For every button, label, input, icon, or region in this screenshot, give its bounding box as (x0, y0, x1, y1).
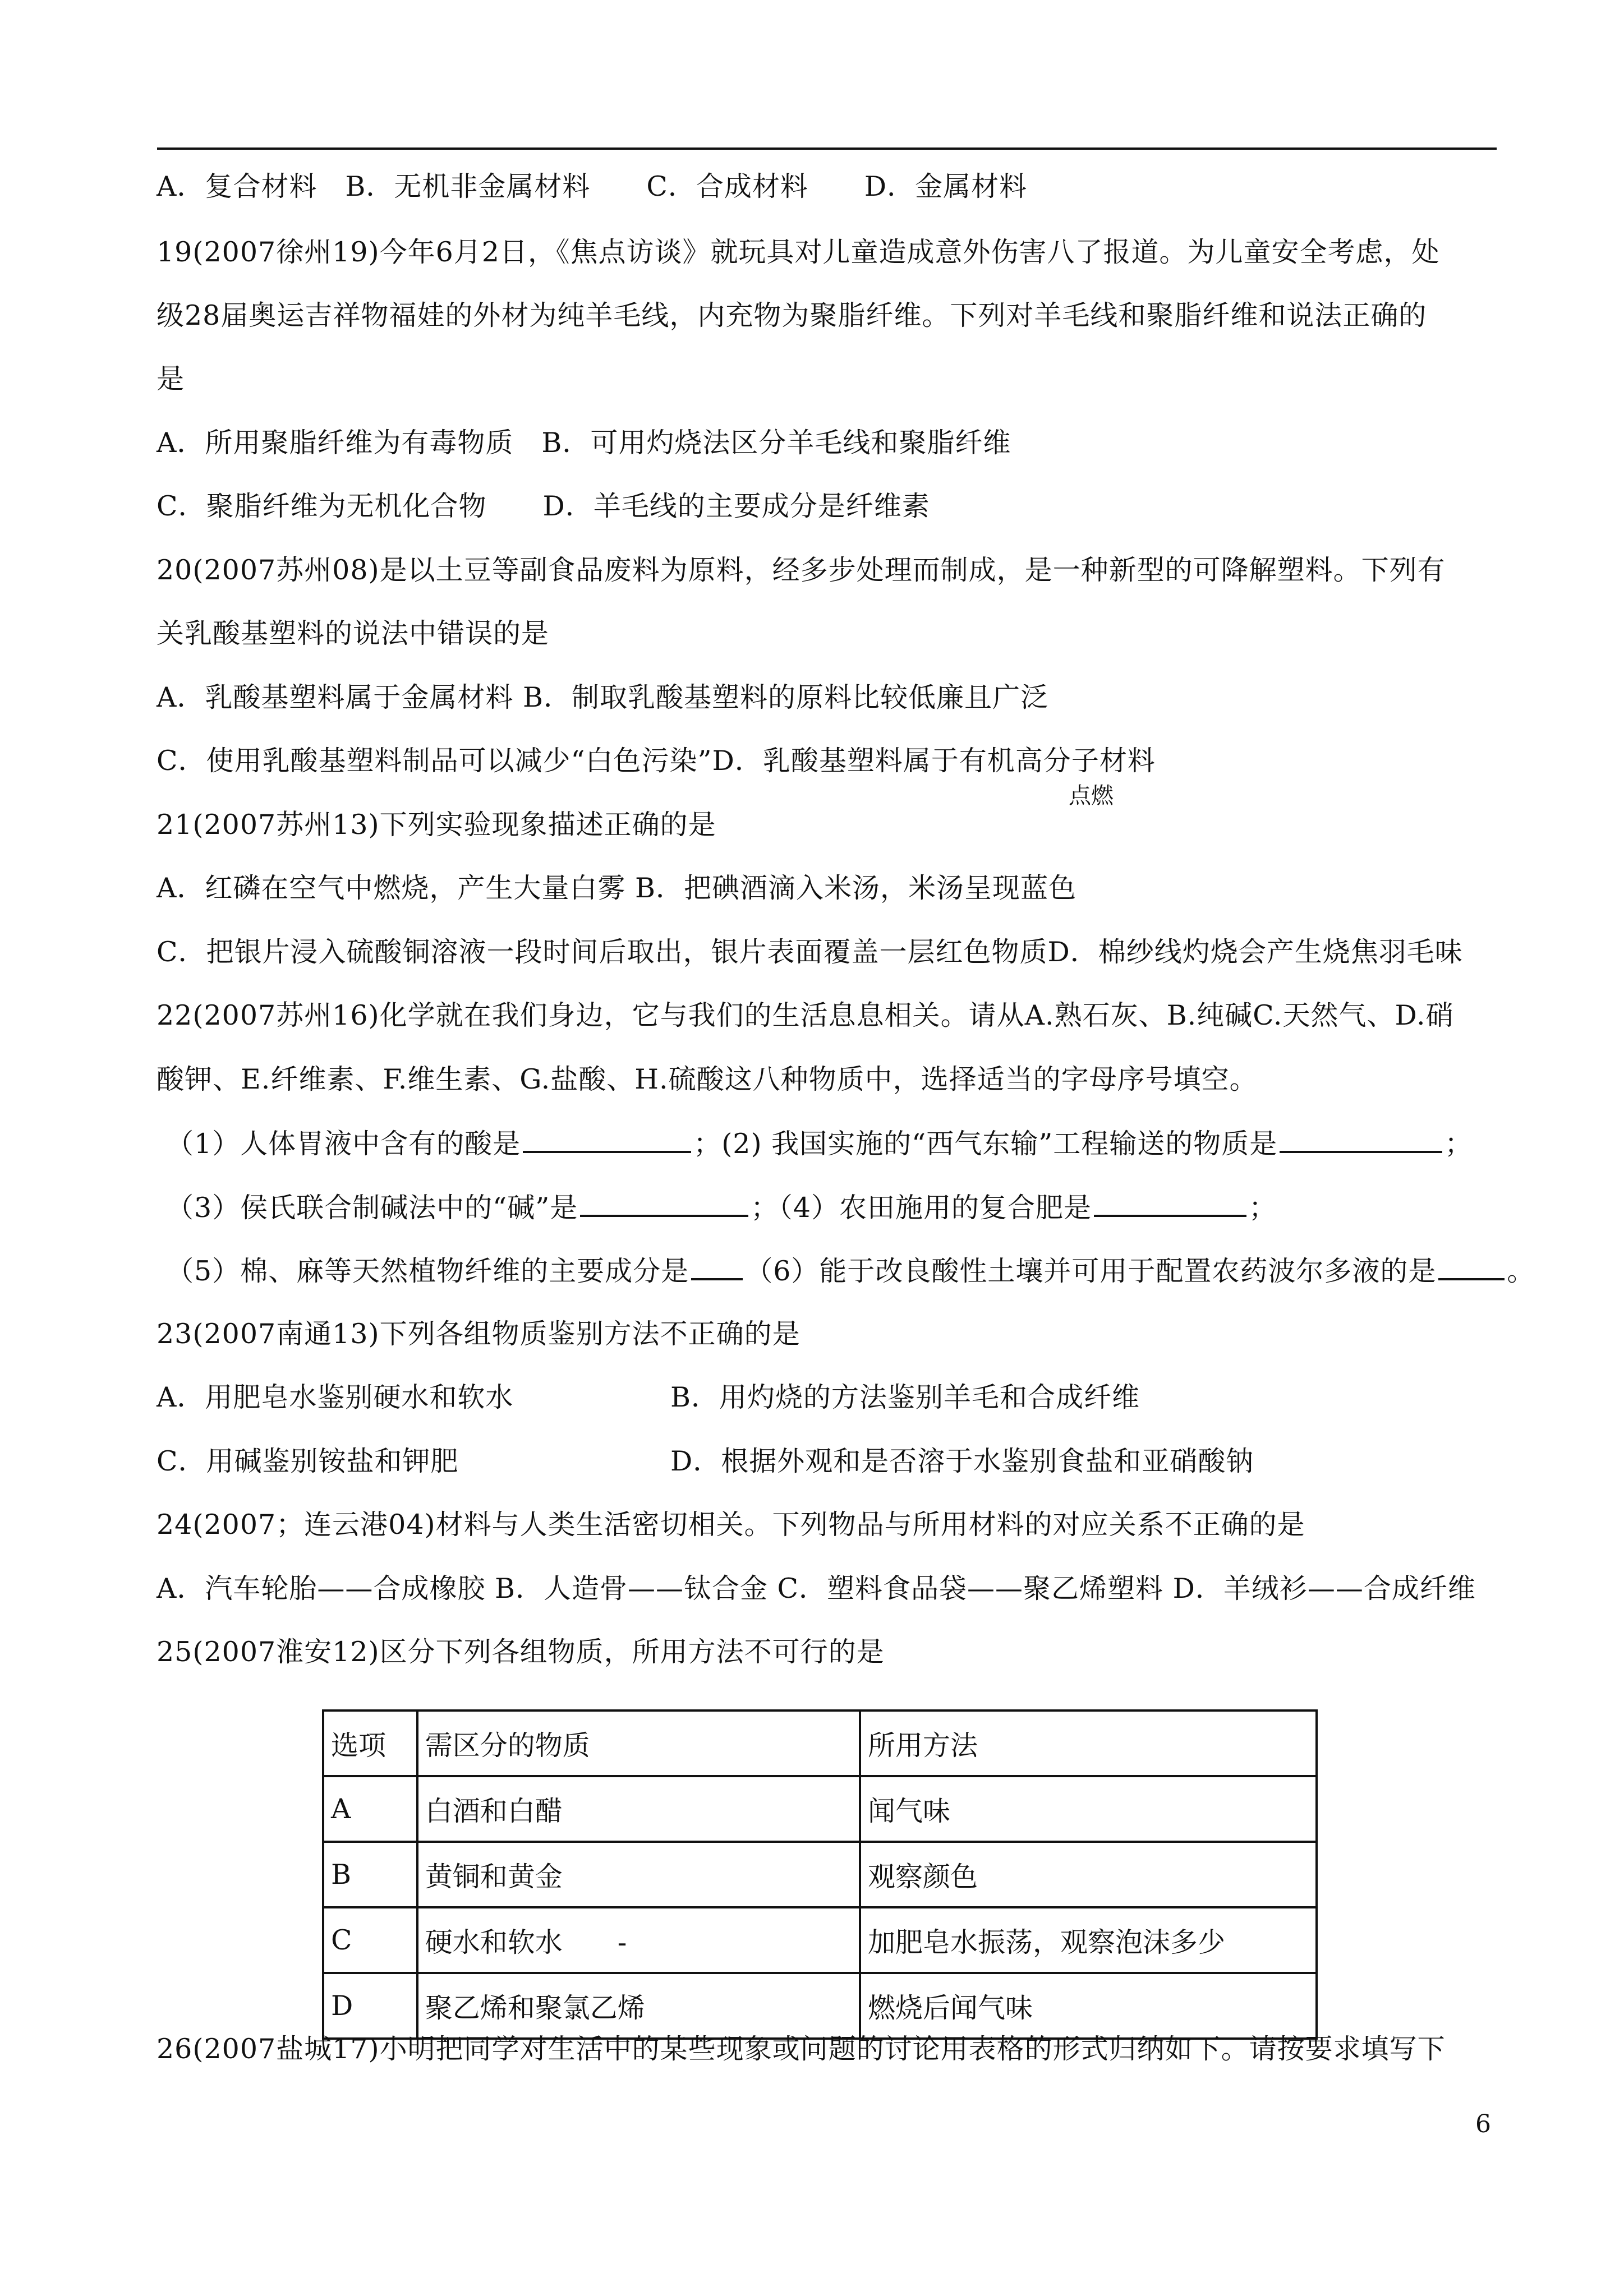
table-cell: 聚乙烯和聚氯乙烯 (417, 1973, 860, 2039)
table-row (323, 1973, 1317, 2039)
table-cell: B (323, 1842, 417, 1907)
table-row (323, 1907, 1317, 1973)
table-header-cell: 需区分的物质 (417, 1711, 860, 1776)
table-cell: 加肥皂水振荡，观察泡沫多少 (860, 1907, 1317, 1973)
q22-line-2: 酸钾、E.纤维素、F.维生素、G.盐酸、H.硫酸这八种物质中，选择适当的字母序号填空。 (157, 1063, 1258, 1095)
answer-blank-3[interactable] (580, 1190, 748, 1217)
table-header-row (323, 1711, 1317, 1776)
q22-subq-2-label: ；(2) 我国实施的“西气东输”工程输送的物质是 (693, 1128, 1278, 1160)
table-cell: 观察颜色 (860, 1842, 1317, 1907)
q22-subq-5-label: （5）棉、麻等天然植物纤维的主要成分是 (166, 1255, 689, 1287)
table-cell: 白酒和白醋 (417, 1776, 860, 1842)
answer-blank-5[interactable] (691, 1253, 743, 1280)
q19-line-2: 级28届奥运吉祥物福娃的外材为纯羊毛线，内充物为聚脂纤维。下列对羊毛线和聚脂纤维和说法正确的 (157, 299, 1427, 331)
table-cell: 黄铜和黄金 (417, 1842, 860, 1907)
q22-subq-1-2: （1）人体胃液中含有的酸是 ；(2) 我国实施的“西气东输”工程输送的物质是 ； (166, 1126, 1473, 1161)
q20-options-ab: A．乳酸基塑料属于金属材料 B．制取乳酸基塑料的原料比较低廉且广泛 (157, 681, 1048, 713)
q22-line-1: 22(2007苏州16)化学就在我们身边，它与我们的生活息息相关。请从A.熟石灰、B.纯碱C.天然气、D.硝 (157, 999, 1454, 1031)
q22-subq-1-label: （1）人体胃液中含有的酸是 (166, 1128, 521, 1160)
q21-options-cd: C．把银片浸入硫酸铜溶液一段时间后取出，银片表面覆盖一层红色物质D．棉纱线灼烧会产生烧焦羽毛味 (157, 936, 1463, 968)
q21-line-1: 21(2007苏州13)下列实验现象描述正确的是 (157, 809, 716, 841)
q20-options-cd: C．使用乳酸基塑料制品可以减少“白色污染”D．乳酸基塑料属于有机高分子材料 (157, 745, 1156, 777)
table-cell: C (323, 1907, 417, 1973)
q22-subq-4-label: ；（4）农田施用的复合肥是 (751, 1192, 1092, 1224)
table-cell: D (323, 1973, 417, 2039)
q26-line-1: 26(2007盐城17)小明把同学对生活中的某些现象或问题的讨论用表格的形式归纳如下。请按要求填写下 (157, 2033, 1446, 2065)
page-number: 6 (1475, 2110, 1491, 2138)
q23-line-1: 23(2007南通13)下列各组物质鉴别方法不正确的是 (157, 1318, 801, 1350)
q25-table (322, 1709, 1318, 2040)
q22-subq-3-4: （3）侯氏联合制碱法中的“碱”是 ；（4）农田施用的复合肥是 ； (166, 1190, 1277, 1225)
q19-options-ab: A．所用聚脂纤维为有毒物质 B．可用灼烧法区分羊毛线和聚脂纤维 (157, 427, 1011, 459)
q18-options: A．复合材料 B．无机非金属材料 C．合成材料 D．金属材料 (157, 170, 1028, 202)
q23-option-a: A．用肥皂水鉴别硬水和软水 (157, 1381, 514, 1413)
q23-option-d: D．根据外观和是否溶于水鉴别食盐和亚硝酸钠 (670, 1445, 1254, 1477)
q22-subq-5-6: （5）棉、麻等天然植物纤维的主要成分是 （6）能于改良酸性土壤并可用于配置农药波尔多液的是 。 (166, 1253, 1535, 1288)
q19-options-cd: C．聚脂纤维为无机化合物 D．羊毛线的主要成分是纤维素 (157, 490, 930, 522)
header-rule (157, 147, 1497, 150)
q22-subq-6-label: （6）能于改良酸性土壤并可用于配置农药波尔多液的是 (745, 1255, 1437, 1287)
q24-options: A．汽车轮胎——合成橡胶 B．人造骨——钛合金 C．塑料食品袋——聚乙烯塑料 D．羊绒衫——合成纤维 (157, 1573, 1476, 1605)
q19-line-1: 19(2007徐州19)今年6月2日，《焦点访谈》就玩具对儿童造成意外伤害八了报道。为儿童安全考虑，处 (157, 236, 1440, 268)
q25-line-1: 25(2007淮安12)区分下列各组物质，所用方法不可行的是 (157, 1636, 885, 1668)
table-row (323, 1842, 1317, 1907)
answer-blank-6[interactable] (1438, 1253, 1505, 1280)
table-cell: 闻气味 (860, 1776, 1317, 1842)
q24-line-1: 24(2007；连云港04)材料与人类生活密切相关。下列物品与所用材料的对应关系不正确的是 (157, 1509, 1305, 1541)
table-header-cell: 所用方法 (860, 1711, 1317, 1776)
answer-blank-4[interactable] (1094, 1190, 1246, 1217)
answer-blank-1[interactable] (523, 1126, 691, 1153)
q21-options-ab: A．红磷在空气中燃烧，产生大量白雾 B．把碘酒滴入米汤，米汤呈现蓝色 (157, 872, 1076, 904)
q23-option-b: B．用灼烧的方法鉴别羊毛和合成纤维 (670, 1381, 1140, 1413)
q20-line-2: 关乳酸基塑料的说法中错误的是 (157, 617, 550, 649)
ignite-annotation: 点燃 (1069, 783, 1114, 809)
q23-option-c: C．用碱鉴别铵盐和钾肥 (157, 1445, 459, 1477)
table-row (323, 1776, 1317, 1842)
table-cell: A (323, 1776, 417, 1842)
answer-blank-2[interactable] (1280, 1126, 1442, 1153)
q20-line-1: 20(2007苏州08)是以土豆等副食品废料为原料，经多步处理而制成，是一种新型的可降解塑料。下列有 (157, 554, 1446, 586)
table-header-cell: 选项 (323, 1711, 417, 1776)
table-cell: 燃烧后闻气味 (860, 1973, 1317, 2039)
q22-subq-3-label: （3）侯氏联合制碱法中的“碱”是 (166, 1192, 578, 1224)
q19-line-3: 是 (157, 363, 185, 395)
table-cell: 硬水和软水 - (417, 1907, 860, 1973)
